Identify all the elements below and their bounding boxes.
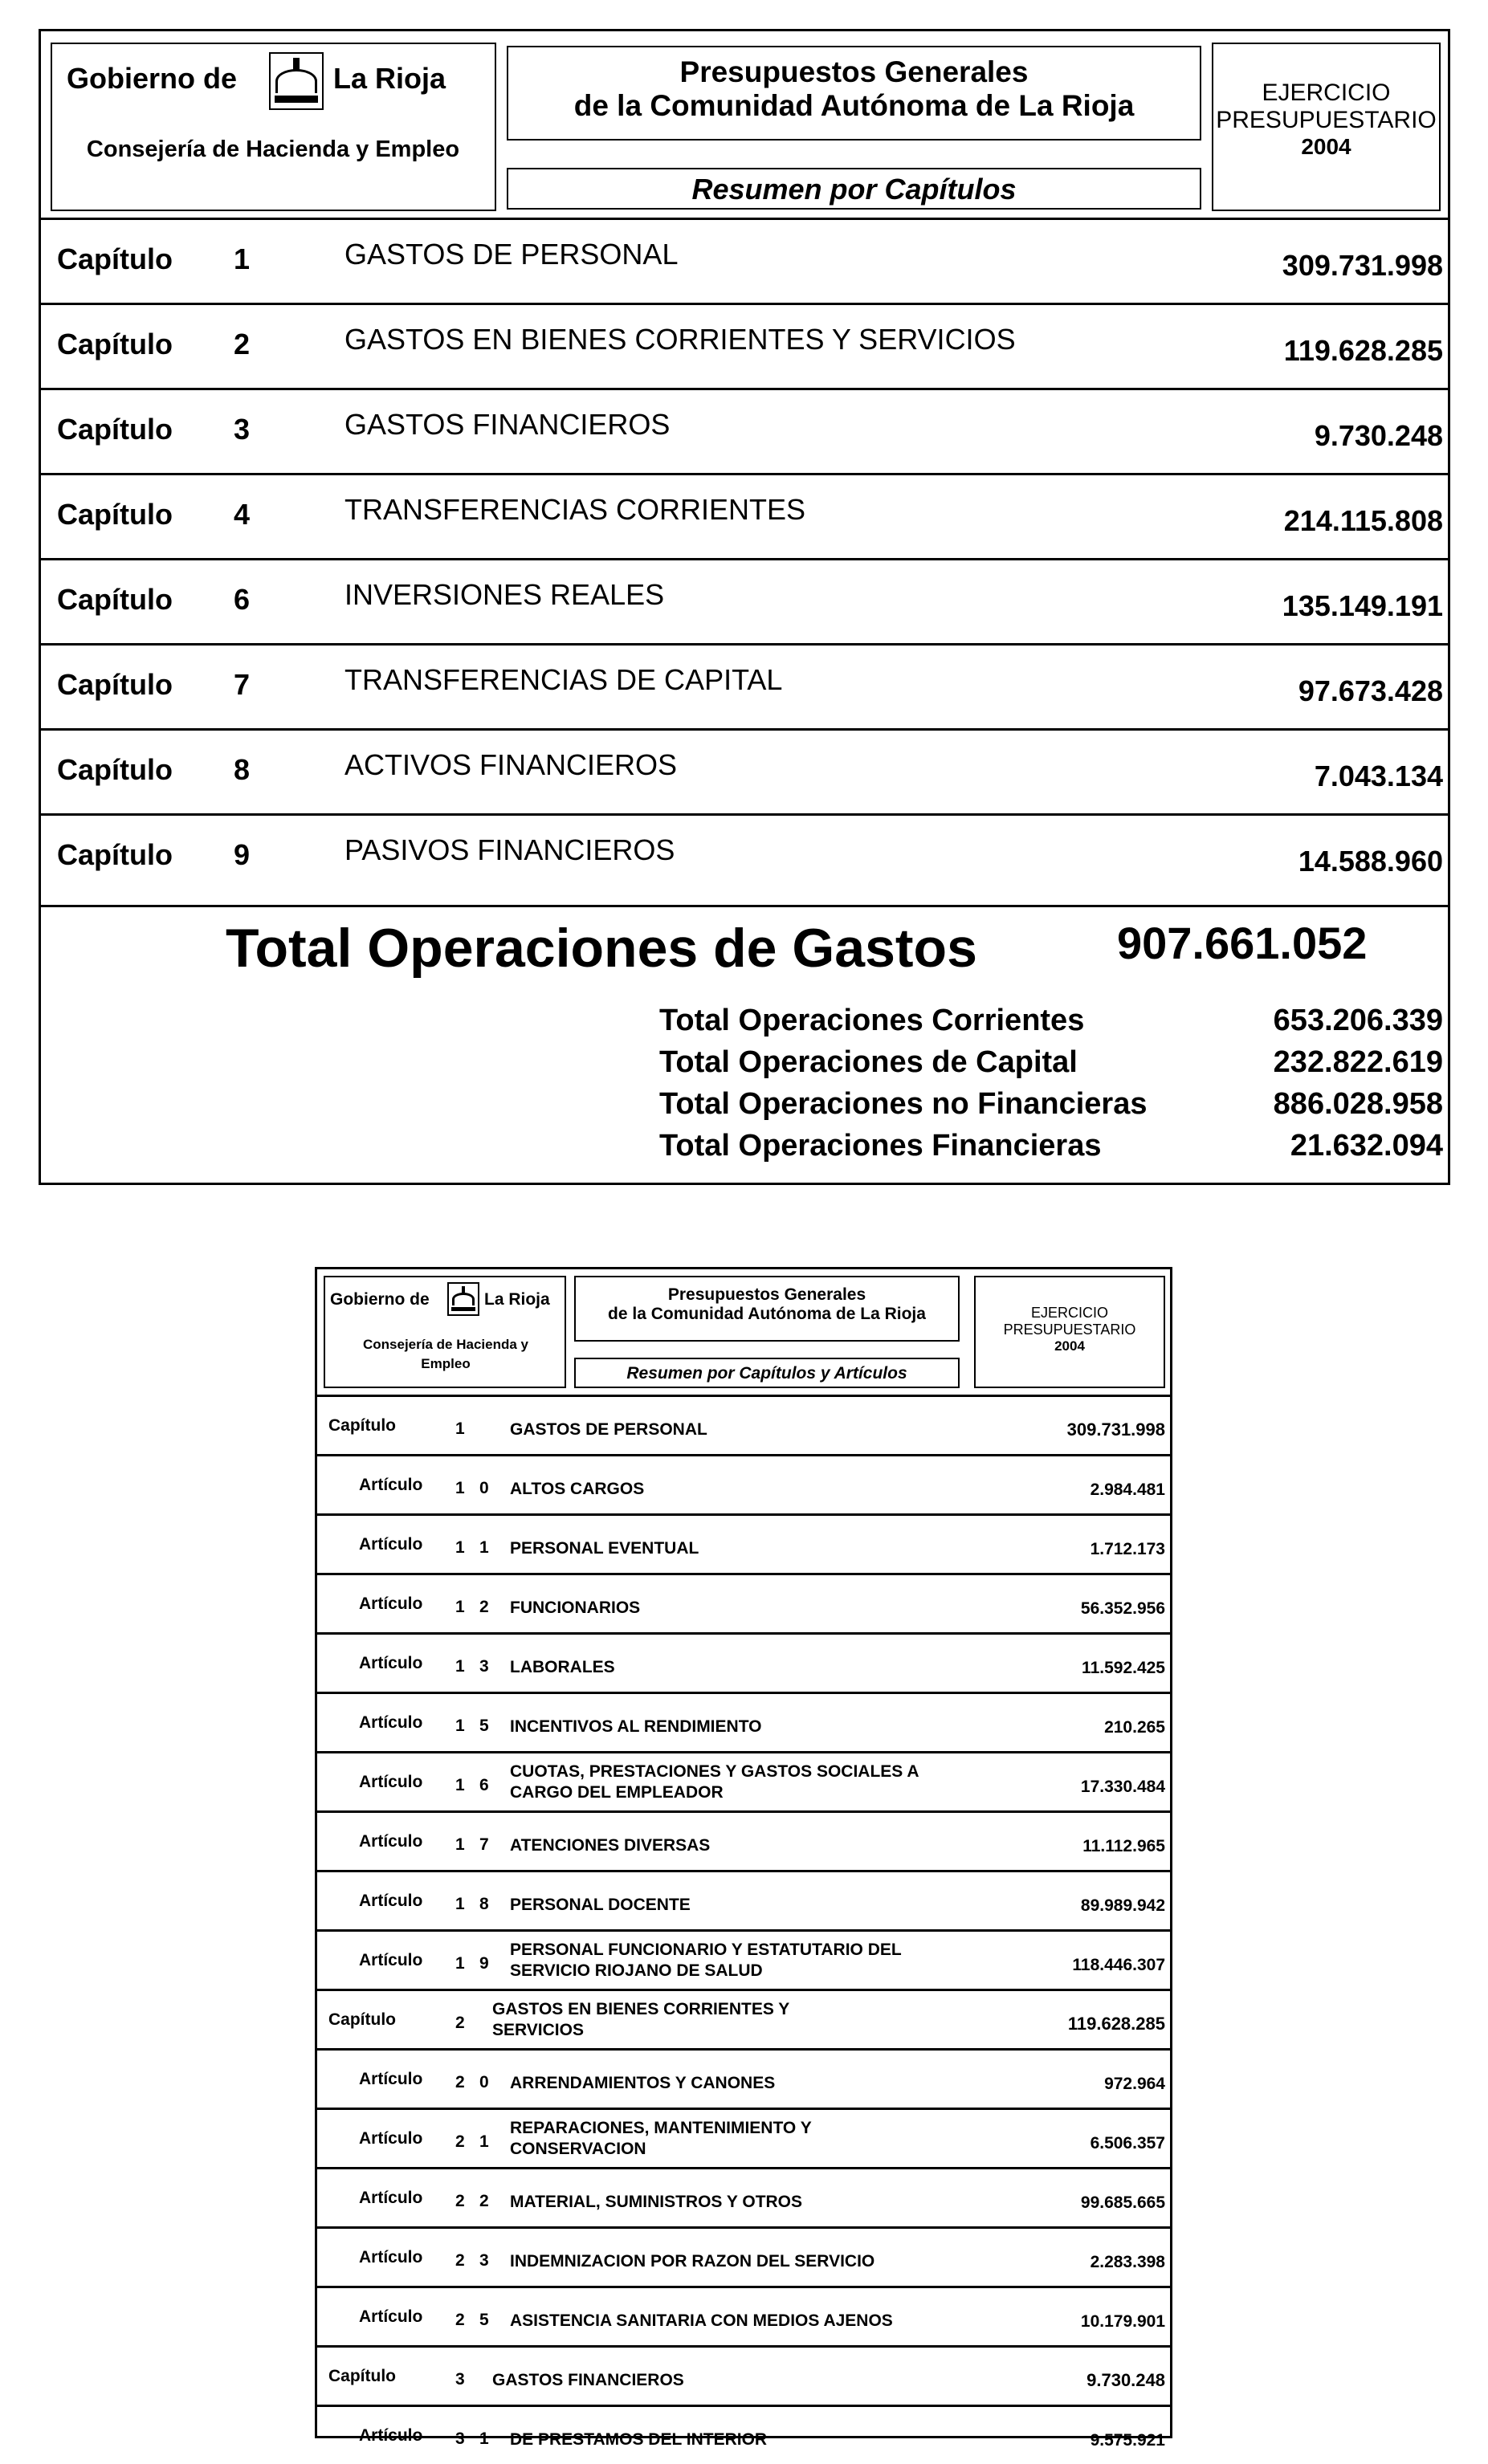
article-list bbox=[317, 1395, 1170, 2464]
chapter-name: GASTOS FINANCIEROS bbox=[344, 408, 671, 441]
article-row bbox=[317, 1573, 1170, 1632]
article-row bbox=[317, 1692, 1170, 1751]
row-name: INDEMNIZACION POR RAZON DEL SERVICIO bbox=[510, 2252, 875, 2271]
article-number: 6 bbox=[479, 1776, 489, 1794]
summary-header bbox=[41, 31, 1448, 218]
exercise-line2: PRESUPUESTARIO bbox=[1003, 1322, 1136, 1338]
chapter-number: 1 bbox=[455, 1657, 465, 1676]
article-number: 9 bbox=[479, 1954, 489, 1973]
summary-table bbox=[39, 29, 1450, 1185]
row-amount: 6.506.357 bbox=[1090, 2134, 1165, 2152]
row-label: Artículo bbox=[359, 1654, 423, 1672]
chapter-number: 1 bbox=[455, 1419, 465, 1438]
chapter-amount: 309.731.998 bbox=[1282, 249, 1443, 282]
region-label: La Rioja bbox=[484, 1290, 550, 1309]
row-amount: 11.112.965 bbox=[1082, 1837, 1165, 1855]
chapter-label: Capítulo bbox=[57, 328, 173, 360]
chapter-number: 3 bbox=[455, 2429, 465, 2448]
exercise-box bbox=[1212, 43, 1441, 211]
row-name: REPARACIONES, MANTENIMIENTO Y CONSERVACION bbox=[510, 2119, 812, 2158]
row-label: Artículo bbox=[359, 1951, 423, 1969]
chapter-amount: 9.730.248 bbox=[1314, 419, 1443, 452]
title-line2: de la Comunidad Autónoma de La Rioja bbox=[573, 89, 1135, 122]
article-number: 0 bbox=[479, 2073, 489, 2091]
chapter-name: TRANSFERENCIAS CORRIENTES bbox=[344, 493, 806, 526]
subtotal-label: Total Operaciones Corrientes bbox=[659, 1004, 1085, 1037]
department-label: Consejería de Hacienda y Empleo bbox=[363, 1337, 528, 1371]
chapter-row bbox=[41, 728, 1448, 813]
article-number: 7 bbox=[479, 1835, 489, 1854]
row-name: FUNCIONARIOS bbox=[510, 1599, 641, 1617]
chapter-number: 2 bbox=[455, 2014, 465, 2032]
row-label: Artículo bbox=[359, 1535, 423, 1554]
row-amount: 11.592.425 bbox=[1082, 1659, 1165, 1677]
row-label: Capítulo bbox=[328, 2367, 396, 2385]
article-number: 1 bbox=[479, 2429, 489, 2448]
row-amount: 9.730.248 bbox=[1086, 2370, 1165, 2390]
row-label: Artículo bbox=[359, 1892, 423, 1910]
chapter-amount: 7.043.134 bbox=[1314, 760, 1443, 792]
chapter-number: 9 bbox=[234, 838, 251, 871]
row-amount: 2.984.481 bbox=[1090, 1480, 1165, 1499]
chapter-number: 1 bbox=[455, 1479, 465, 1497]
subtotal-amount: 232.822.619 bbox=[1273, 1045, 1443, 1079]
subtitle: Resumen por Capítulos bbox=[691, 173, 1017, 206]
row-name: CUOTAS, PRESTACIONES Y GASTOS SOCIALES A CARGO DEL EMPLEADOR bbox=[510, 1762, 919, 1802]
subtotal-amount: 21.632.094 bbox=[1290, 1129, 1443, 1163]
row-amount: 2.283.398 bbox=[1090, 2253, 1165, 2271]
subtitle-box bbox=[507, 168, 1201, 210]
chapter-label: Capítulo bbox=[57, 583, 173, 616]
article-row bbox=[317, 2048, 1170, 2108]
row-amount: 99.685.665 bbox=[1080, 2193, 1165, 2212]
chapter-label: Capítulo bbox=[57, 413, 173, 446]
row-name: GASTOS FINANCIEROS bbox=[492, 2371, 684, 2389]
title-line1: Presupuestos Generales bbox=[679, 55, 1029, 88]
exercise-box bbox=[974, 1276, 1165, 1388]
row-label: Artículo bbox=[359, 1594, 423, 1613]
article-row bbox=[317, 1513, 1170, 1573]
row-label: Artículo bbox=[359, 1476, 423, 1494]
subtitle: Resumen por Capítulos y Artículos bbox=[626, 1364, 907, 1383]
row-amount: 1.712.173 bbox=[1090, 1540, 1165, 1558]
row-label: Artículo bbox=[359, 1773, 423, 1791]
chapter-number: 7 bbox=[234, 668, 251, 701]
row-name: PERSONAL DOCENTE bbox=[510, 1896, 691, 1914]
chapter-number: 3 bbox=[455, 2370, 465, 2389]
chapter-number: 1 bbox=[455, 1776, 465, 1794]
chapter-amount: 119.628.285 bbox=[1283, 334, 1443, 367]
chapter-number: 1 bbox=[455, 1598, 465, 1616]
article-row bbox=[317, 1870, 1170, 1929]
chapter-name: TRANSFERENCIAS DE CAPITAL bbox=[344, 663, 783, 696]
chapter-list bbox=[41, 218, 1448, 898]
article-row bbox=[317, 1929, 1170, 1989]
row-amount: 309.731.998 bbox=[1066, 1419, 1165, 1440]
region-label: La Rioja bbox=[333, 62, 446, 95]
row-name: DE PRESTAMOS DEL INTERIOR bbox=[510, 2430, 768, 2449]
title-line1: Presupuestos Generales bbox=[667, 1285, 866, 1304]
article-row bbox=[317, 2286, 1170, 2345]
chapter-number: 1 bbox=[455, 1717, 465, 1735]
totals-section bbox=[41, 905, 1448, 1187]
chapter-name: ACTIVOS FINANCIEROS bbox=[344, 748, 678, 781]
total-amount: 907.661.052 bbox=[1117, 918, 1368, 968]
row-label: Artículo bbox=[359, 2129, 423, 2148]
row-label: Artículo bbox=[359, 2189, 423, 2207]
chapter-label: Capítulo bbox=[57, 838, 173, 871]
chapter-label: Capítulo bbox=[57, 242, 173, 275]
chapter-row bbox=[41, 643, 1448, 728]
row-amount: 10.179.901 bbox=[1080, 2312, 1165, 2331]
article-row bbox=[317, 2167, 1170, 2226]
chapter-amount: 14.588.960 bbox=[1298, 845, 1443, 878]
row-name: ALTOS CARGOS bbox=[510, 1480, 645, 1498]
logo-box bbox=[324, 1276, 566, 1388]
row-amount: 210.265 bbox=[1104, 1718, 1165, 1737]
logo-box bbox=[51, 43, 496, 211]
subtotal-amount: 653.206.339 bbox=[1273, 1004, 1443, 1037]
exercise-line1: EJERCICIO bbox=[1262, 79, 1391, 106]
row-amount: 972.964 bbox=[1104, 2075, 1165, 2093]
chapter-number: 8 bbox=[234, 753, 251, 786]
article-number: 1 bbox=[479, 2132, 489, 2151]
chapter-row bbox=[41, 473, 1448, 558]
chapter-number: 1 bbox=[455, 1954, 465, 1973]
article-row bbox=[317, 2226, 1170, 2286]
article-number: 2 bbox=[479, 1598, 489, 1616]
gov-label: Gobierno de bbox=[330, 1290, 430, 1309]
row-label: Artículo bbox=[359, 2426, 423, 2445]
article-row bbox=[317, 1751, 1170, 1810]
row-label: Artículo bbox=[359, 2307, 423, 2326]
chapter-row bbox=[41, 303, 1448, 388]
exercise-line2: PRESUPUESTARIO bbox=[1216, 107, 1437, 133]
chapter-number: 3 bbox=[234, 413, 251, 446]
exercise-year: 2004 bbox=[1054, 1338, 1085, 1354]
article-number: 3 bbox=[479, 1657, 489, 1676]
row-amount: 118.446.307 bbox=[1072, 1956, 1165, 1974]
exercise-year: 2004 bbox=[1301, 134, 1351, 159]
chapter-number: 1 bbox=[455, 1835, 465, 1854]
title-box bbox=[574, 1276, 960, 1342]
chapter-label: Capítulo bbox=[57, 668, 173, 701]
row-label: Artículo bbox=[359, 1713, 423, 1732]
row-name: MATERIAL, SUMINISTROS Y OTROS bbox=[510, 2193, 803, 2211]
chapter-name: GASTOS EN BIENES CORRIENTES Y SERVICIOS bbox=[344, 323, 1016, 356]
subtotal-label: Total Operaciones no Financieras bbox=[659, 1087, 1148, 1121]
row-name: PERSONAL FUNCIONARIO Y ESTATUTARIO DEL SERVICIO RIOJANO DE SALUD bbox=[510, 1941, 902, 1980]
chapter-number: 1 bbox=[455, 1538, 465, 1557]
chapter-row bbox=[41, 813, 1448, 898]
article-number: 8 bbox=[479, 1895, 489, 1913]
row-label: Artículo bbox=[359, 2248, 423, 2266]
chapter-number: 2 bbox=[455, 2132, 465, 2151]
row-label: Capítulo bbox=[328, 2010, 396, 2029]
article-number: 2 bbox=[479, 2192, 489, 2210]
detail-table bbox=[315, 1267, 1172, 2450]
chapter-amount: 135.149.191 bbox=[1282, 589, 1443, 622]
row-name: LABORALES bbox=[510, 1658, 615, 1676]
row-name: GASTOS EN BIENES CORRIENTES Y SERVICIOS bbox=[492, 2000, 789, 2039]
total-label: Total Operaciones de Gastos bbox=[226, 918, 977, 979]
row-label: Artículo bbox=[359, 1832, 423, 1851]
row-name: PERSONAL EVENTUAL bbox=[510, 1539, 699, 1558]
chapter-name: INVERSIONES REALES bbox=[344, 578, 665, 611]
chapter-label: Capítulo bbox=[57, 498, 173, 531]
row-amount: 56.352.956 bbox=[1080, 1599, 1165, 1618]
article-row bbox=[317, 1454, 1170, 1513]
chapter-amount: 214.115.808 bbox=[1283, 504, 1443, 537]
row-amount: 17.330.484 bbox=[1080, 1778, 1165, 1796]
chapter-number: 2 bbox=[234, 328, 251, 360]
chapter-amount: 97.673.428 bbox=[1298, 674, 1443, 707]
chapter-row bbox=[317, 2345, 1170, 2405]
gov-label: Gobierno de bbox=[67, 62, 238, 95]
row-name: ASISTENCIA SANITARIA CON MEDIOS AJENOS bbox=[510, 2311, 893, 2330]
article-row bbox=[317, 1810, 1170, 1870]
chapter-row bbox=[41, 558, 1448, 643]
subtotal-amount: 886.028.958 bbox=[1273, 1087, 1443, 1121]
chapter-row bbox=[317, 1395, 1170, 1454]
row-label: Artículo bbox=[359, 2070, 423, 2088]
row-name: INCENTIVOS AL RENDIMIENTO bbox=[510, 1717, 762, 1736]
chapter-number: 2 bbox=[455, 2073, 465, 2091]
chapter-number: 2 bbox=[455, 2192, 465, 2210]
article-row bbox=[317, 2108, 1170, 2167]
article-row bbox=[317, 2405, 1170, 2464]
chapter-number: 1 bbox=[455, 1895, 465, 1913]
subtitle-box bbox=[574, 1358, 960, 1388]
la-rioja-emblem-icon bbox=[447, 1282, 479, 1316]
chapter-number: 2 bbox=[455, 2311, 465, 2329]
chapter-number: 2 bbox=[455, 2251, 465, 2270]
row-label: Capítulo bbox=[328, 1416, 396, 1435]
article-number: 5 bbox=[479, 1717, 489, 1735]
chapter-row bbox=[41, 218, 1448, 303]
chapter-row bbox=[317, 1989, 1170, 2048]
chapter-name: PASIVOS FINANCIEROS bbox=[344, 833, 675, 866]
chapter-number: 1 bbox=[234, 242, 251, 275]
chapter-label: Capítulo bbox=[57, 753, 173, 786]
la-rioja-emblem-icon bbox=[269, 52, 324, 110]
title-box bbox=[507, 46, 1201, 141]
row-amount: 89.989.942 bbox=[1080, 1896, 1165, 1915]
article-number: 5 bbox=[479, 2311, 489, 2329]
chapter-name: GASTOS DE PERSONAL bbox=[344, 238, 679, 271]
article-number: 3 bbox=[479, 2251, 489, 2270]
article-number: 0 bbox=[479, 1479, 489, 1497]
chapter-number: 6 bbox=[234, 583, 251, 616]
subtotal-label: Total Operaciones de Capital bbox=[659, 1045, 1078, 1079]
row-amount: 9.575.921 bbox=[1090, 2431, 1165, 2450]
row-name: ARRENDAMIENTOS Y CANONES bbox=[510, 2074, 776, 2092]
article-number: 1 bbox=[479, 1538, 489, 1557]
exercise-line1: EJERCICIO bbox=[1030, 1305, 1108, 1321]
row-name: ATENCIONES DIVERSAS bbox=[510, 1836, 711, 1855]
title-line2: de la Comunidad Autónoma de La Rioja bbox=[608, 1305, 926, 1323]
row-amount: 119.628.285 bbox=[1067, 2014, 1165, 2034]
chapter-row bbox=[41, 388, 1448, 473]
chapter-number: 4 bbox=[234, 498, 251, 531]
article-row bbox=[317, 1632, 1170, 1692]
department-label: Consejería de Hacienda y Empleo bbox=[86, 136, 460, 162]
subtotal-label: Total Operaciones Financieras bbox=[659, 1129, 1102, 1163]
row-name: GASTOS DE PERSONAL bbox=[510, 1420, 707, 1439]
